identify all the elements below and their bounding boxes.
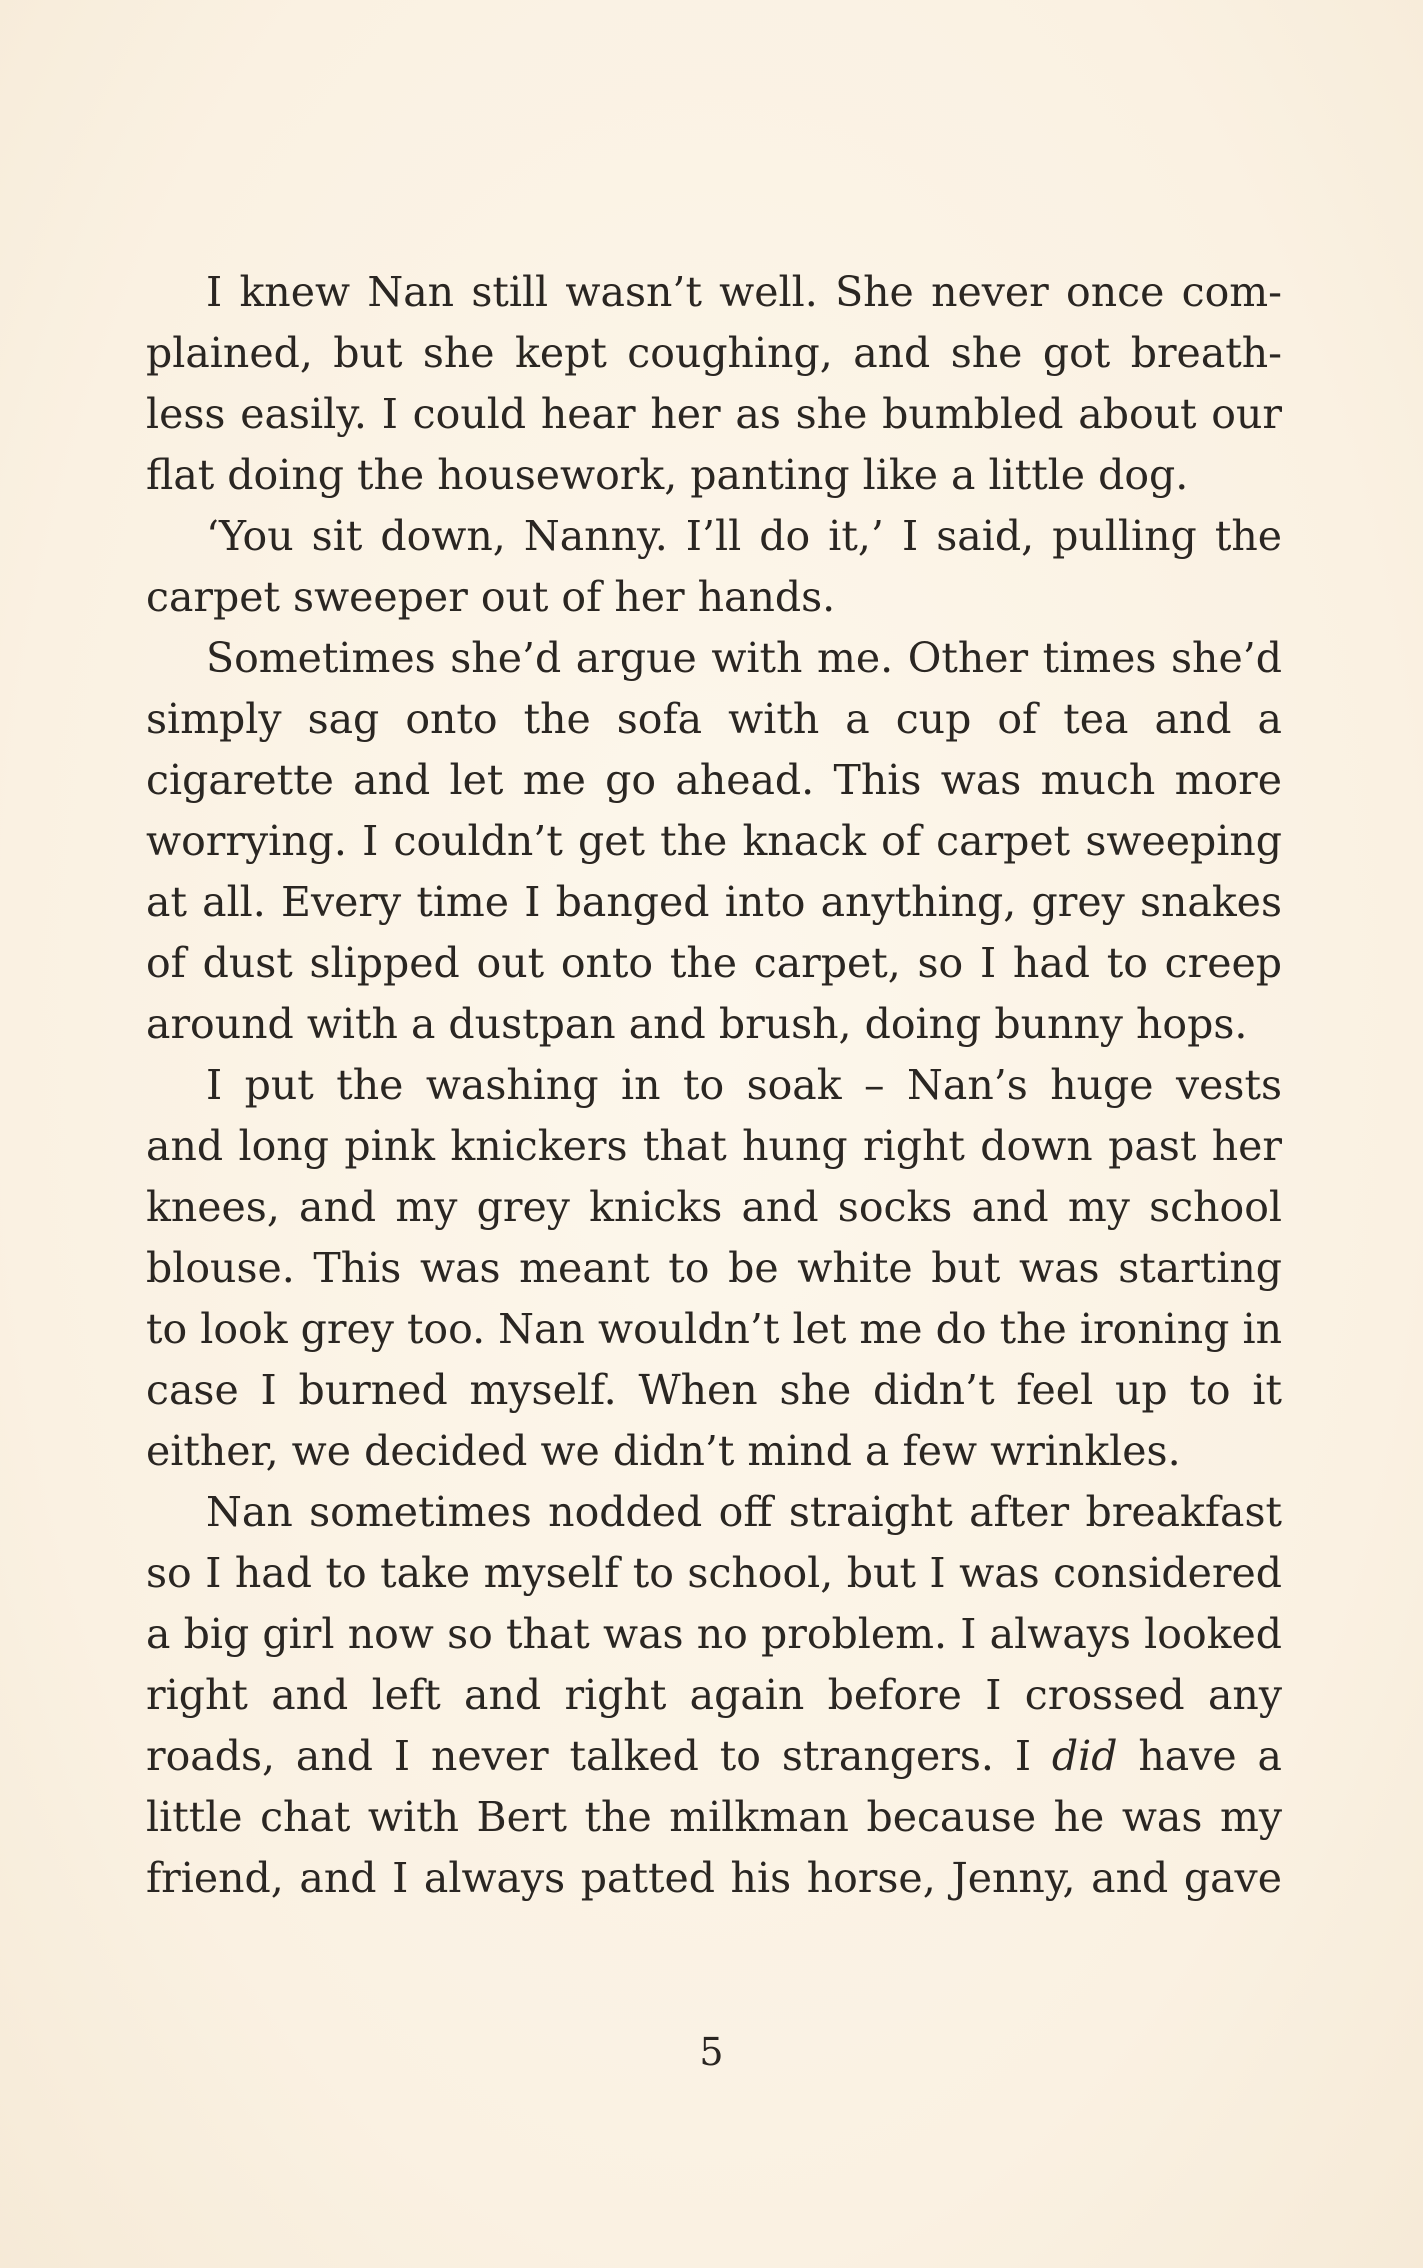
text-line: and long pink knickers that hung right down past her [146, 1122, 1282, 1170]
text-line: Sometimes she’d argue with me. Other times she’d [206, 634, 1282, 682]
emphasis: did [1051, 1732, 1118, 1780]
text-line: right and left and right again before I crossed any [146, 1671, 1282, 1719]
text-line: knees, and my grey knicks and socks and my school [146, 1183, 1282, 1231]
text-line: Nan sometimes nodded off straight after breakfast [206, 1488, 1282, 1536]
text-line: at all. Every time I banged into anything, grey snakes [146, 878, 1282, 926]
text-line: either, we decided we didn’t mind a few wrinkles. [146, 1427, 1181, 1475]
text-line: a big girl now so that was no problem. I always looked [146, 1610, 1282, 1658]
text-line: I put the washing in to soak – Nan’s huge vests [206, 1061, 1282, 1109]
text-line: of dust slipped out onto the carpet, so I had to creep [146, 939, 1282, 987]
body-text [146, 262, 1282, 1909]
text-line: blouse. This was meant to be white but was starting [146, 1244, 1282, 1292]
text-line: to look grey too. Nan wouldn’t let me do the ironing in [146, 1305, 1282, 1353]
text-line: case I burned myself. When she didn’t feel up to it [146, 1366, 1282, 1414]
text-line: worrying. I couldn’t get the knack of carpet sweeping [146, 817, 1282, 865]
text-line: less easily. I could hear her as she bumbled about our [146, 390, 1282, 438]
text-line: carpet sweeper out of her hands. [146, 573, 836, 621]
text-line: friend, and I always patted his horse, Jenny, and gave [146, 1854, 1282, 1902]
text-line: simply sag onto the sofa with a cup of tea and a [146, 695, 1282, 743]
text-line: around with a dustpan and brush, doing bunny hops. [146, 1000, 1248, 1048]
text-line: ‘You sit down, Nanny. I’ll do it,’ I said, pulling the [206, 512, 1282, 560]
text-line: little chat with Bert the milkman because he was my [146, 1793, 1282, 1841]
text-line: flat doing the housework, panting like a little dog. [146, 451, 1189, 499]
text-line: so I had to take myself to school, but I was considered [146, 1549, 1282, 1597]
text-line: roads, and I never talked to strangers. I did have a [146, 1732, 1282, 1780]
text-line: plained, but she kept coughing, and she got breath- [146, 329, 1282, 377]
text-line: cigarette and let me go ahead. This was much more [146, 756, 1282, 804]
page-number: 5 [699, 2030, 724, 2074]
text-line: I knew Nan still wasn’t well. She never once com- [206, 268, 1282, 316]
